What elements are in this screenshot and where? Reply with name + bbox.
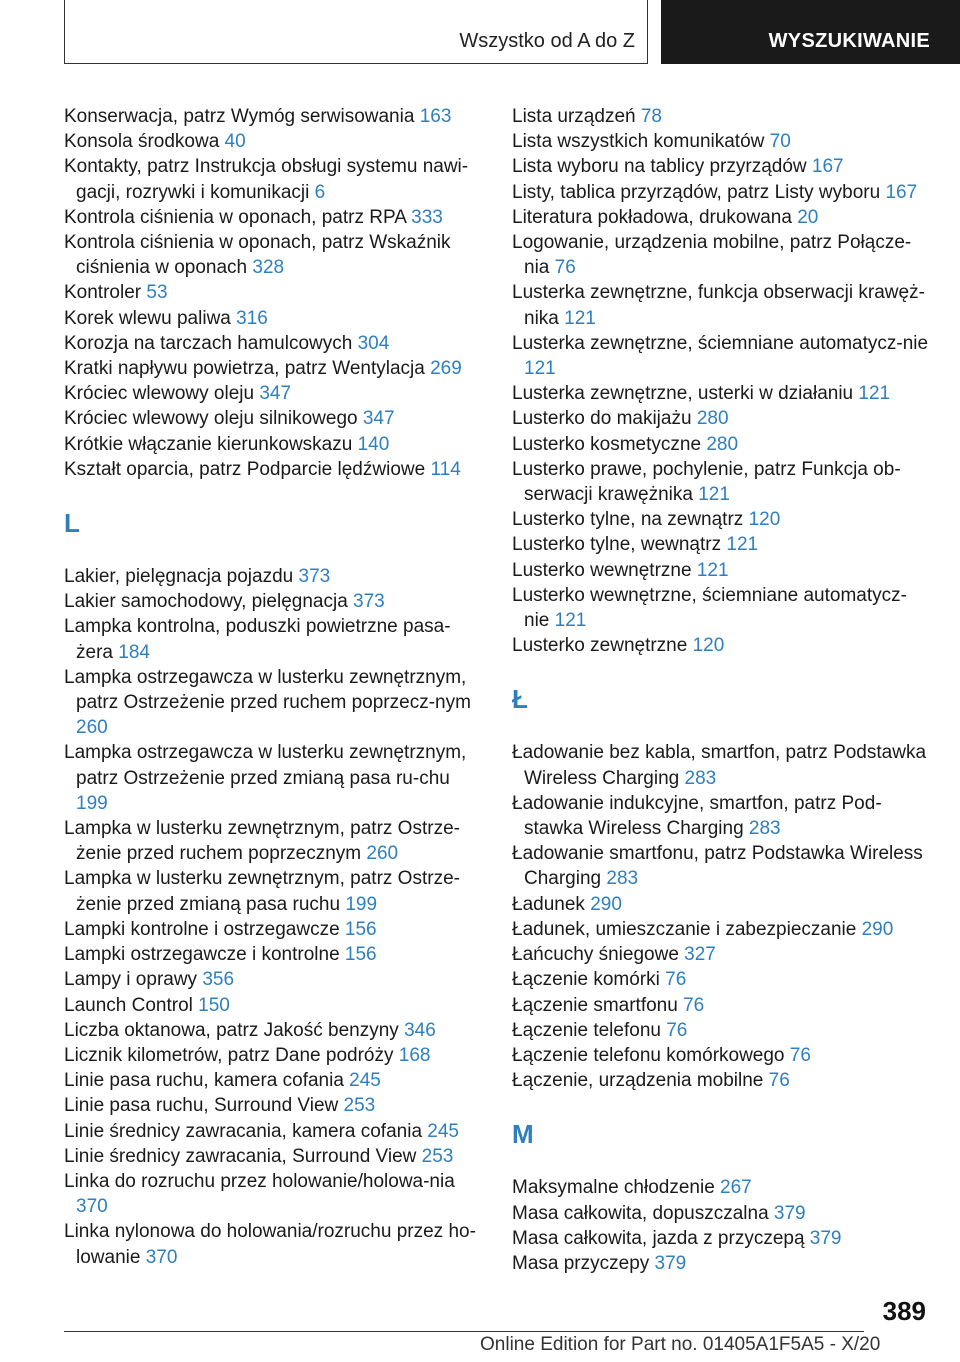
index-entry-text: Kontakty, patrz Instrukcja obsługi systemu nawi-gacji, rozrywki i komunikacji: [64, 156, 469, 203]
index-entry-text: Łączenie komórki: [512, 969, 666, 991]
index-entry-text: Liczba oktanowa, patrz Jakość benzyny: [64, 1019, 405, 1041]
index-entry: [512, 457, 932, 507]
page-link[interactable]: 76: [554, 257, 576, 279]
page-link[interactable]: 283: [748, 818, 781, 840]
page-link[interactable]: 347: [362, 408, 395, 430]
index-entry: [64, 1169, 479, 1219]
page-link[interactable]: 373: [298, 566, 331, 588]
page-link[interactable]: 168: [398, 1044, 431, 1066]
index-entry-text: Logowanie, urządzenia mobilne, patrz Połącze-nia: [512, 232, 912, 279]
index-entry-text: Lusterko tylne, wewnątrz: [512, 534, 727, 556]
index-column-right: [512, 104, 932, 1276]
index-entry-text: Kontrola ciśnienia w oponach, patrz Wskaźnik ciśnienia w oponach: [64, 232, 451, 279]
page-link[interactable]: 260: [76, 717, 108, 739]
index-entry-text: Launch Control: [64, 994, 199, 1016]
page-link[interactable]: 120: [748, 509, 781, 531]
page-link[interactable]: 245: [427, 1120, 459, 1142]
index-entry-text: Lampka ostrzegawcza w lusterku zewnętrznym, patrz Ostrzeżenie przed ruchem poprzecz-nym: [64, 666, 471, 714]
index-entry: [512, 104, 932, 129]
index-entry-text: Lampka w lusterku zewnętrznym, patrz Ostrze-żenie przed zmianą pasa ruchu: [64, 868, 460, 915]
index-entry-text: Ładunek: [512, 893, 591, 915]
index-entry-text: Lampki ostrzegawcze i kontrolne: [64, 944, 345, 966]
index-entry-text: Łączenie telefonu: [512, 1019, 667, 1041]
page-link[interactable]: 346: [404, 1019, 436, 1041]
index-entry: [512, 1201, 932, 1226]
index-entry: [512, 583, 932, 633]
index-entry-text: Listy, tablica przyrządów, patrz Listy wyboru: [512, 181, 886, 203]
index-entry: [64, 280, 479, 305]
page-link[interactable]: 121: [524, 358, 556, 380]
page-link[interactable]: 260: [366, 843, 399, 865]
index-entry: [512, 180, 932, 205]
page-link[interactable]: 120: [692, 635, 725, 657]
page-link[interactable]: 347: [259, 383, 292, 405]
index-entry-text: Ładowanie indukcyjne, smartfon, patrz Pod-stawka Wireless Charging: [512, 792, 882, 840]
index-entry: [64, 306, 479, 331]
index-entry-text: Lampki kontrolne i ostrzegawcze: [64, 918, 345, 940]
index-entry-text: Lista urządzeń: [512, 106, 641, 127]
index-entry: [512, 791, 932, 841]
search-tab-label: WYSZUKIWANIE: [768, 30, 930, 52]
page-link[interactable]: 290: [590, 893, 622, 915]
page-link[interactable]: 121: [726, 534, 759, 556]
index-entry: [512, 1018, 932, 1043]
page-link[interactable]: 156: [344, 944, 377, 966]
index-entry: [64, 589, 479, 614]
page-link[interactable]: 283: [606, 868, 639, 890]
index-entry-text: Lampka kontrolna, poduszki powietrzne pasa-żera: [64, 616, 451, 663]
index-entry: [512, 1251, 932, 1276]
index-entry: [64, 564, 479, 589]
index-entry: [512, 967, 932, 992]
page-link[interactable]: 253: [343, 1095, 376, 1117]
index-entry: [512, 892, 932, 917]
page-link[interactable]: 379: [809, 1227, 842, 1249]
page-link[interactable]: 316: [236, 307, 268, 329]
index-entry: [64, 993, 479, 1018]
page-link[interactable]: 280: [706, 433, 739, 455]
index-entry-text: Lista wszystkich komunikatów: [512, 131, 770, 153]
index-entry: [512, 917, 932, 942]
index-entry: [512, 381, 932, 406]
index-entry-text: Lampy i oprawy: [64, 969, 203, 991]
index-entry: [64, 1119, 479, 1144]
index-entry-text: Linka nylonowa do holowania/rozruchu przez ho-lowanie: [64, 1221, 476, 1268]
page-link[interactable]: 283: [684, 767, 717, 789]
page-link[interactable]: 199: [345, 893, 378, 915]
index-entry: [512, 129, 932, 154]
index-entry-text: Lakier samochodowy, pielęgnacja: [64, 591, 354, 613]
index-entry: [64, 1144, 479, 1169]
index-letter-heading: Ł: [512, 684, 528, 715]
index-entry: [64, 1068, 479, 1093]
index-entry-text: Linka do rozruchu przez holowanie/holowa-nia: [64, 1170, 455, 1192]
index-entry-text: Lusterko prawe, pochylenie, patrz Funkcja ob-serwacji krawężnika: [512, 458, 901, 506]
index-entry: [512, 633, 932, 658]
index-entry: [64, 154, 479, 204]
page-link[interactable]: 6: [314, 181, 326, 203]
page-link[interactable]: 333: [411, 206, 443, 228]
index-entry-text: Łączenie, urządzenia mobilne: [512, 1070, 769, 1092]
index-entry-text: Kontrola ciśnienia w oponach, patrz RPA: [64, 206, 412, 228]
index-entry-text: Maksymalne chłodzenie: [512, 1177, 721, 1199]
index-entry: [64, 406, 479, 431]
page-link[interactable]: 121: [554, 610, 587, 632]
index-entry-text: Konsola środkowa: [64, 131, 225, 153]
index-entry: [512, 406, 932, 431]
index-entry-text: Linie średnicy zawracania, kamera cofania: [64, 1120, 428, 1142]
index-entry: [512, 532, 932, 557]
index-entry-text: Linie pasa ruchu, kamera cofania: [64, 1070, 350, 1092]
page-link[interactable]: 290: [861, 918, 894, 940]
index-entry: [512, 841, 932, 891]
index-entry-text: Kratki napływu powietrza, patrz Wentylacja: [64, 358, 431, 380]
index-entry-text: Ładowanie bez kabla, smartfon, patrz Podstawka Wireless Charging: [512, 742, 927, 789]
index-entry: [512, 558, 932, 583]
index-entry: [512, 1068, 932, 1093]
index-entry: [64, 104, 479, 129]
page-link[interactable]: 20: [797, 206, 819, 228]
page-link[interactable]: 373: [353, 591, 385, 613]
index-entry-text: Korozja na tarczach hamulcowych: [64, 332, 358, 354]
page-link[interactable]: 76: [665, 969, 687, 991]
index-entry: [512, 993, 932, 1018]
footer-divider: [64, 1331, 864, 1332]
index-entry: [64, 331, 479, 356]
index-entry: [64, 942, 479, 967]
index-entry-text: Masa przyczepy: [512, 1252, 655, 1274]
page-link[interactable]: 121: [696, 559, 729, 581]
index-entry: [64, 1043, 479, 1068]
index-entry: [64, 917, 479, 942]
page-link[interactable]: 76: [666, 1019, 688, 1041]
index-entry: [64, 1219, 479, 1269]
index-entry: [64, 1093, 479, 1118]
index-entry: [64, 129, 479, 154]
index-entry: [64, 205, 479, 230]
index-entry-text: Lakier, pielęgnacja pojazdu: [64, 566, 299, 588]
index-entry-text: Króciec wlewowy oleju: [64, 383, 260, 405]
index-entry: [64, 614, 479, 664]
index-entry-text: Lusterko wewnętrzne, ściemniane automatycz-nie: [512, 584, 907, 632]
index-column-left: [64, 104, 479, 1270]
index-entry-text: Linie średnicy zawracania, Surround View: [64, 1145, 422, 1167]
page-link[interactable]: 280: [696, 408, 729, 430]
page-link[interactable]: 76: [789, 1044, 811, 1066]
index-entry: [512, 331, 932, 381]
index-entry: [512, 432, 932, 457]
index-entry: [64, 816, 479, 866]
index-entry-text: Króciec wlewowy oleju silnikowego: [64, 408, 363, 430]
index-entry: [64, 230, 479, 280]
index-entry-text: Linie pasa ruchu, Surround View: [64, 1095, 344, 1117]
index-entry-text: Lusterko tylne, na zewnątrz: [512, 509, 749, 531]
index-entry: [64, 432, 479, 457]
page-link[interactable]: 76: [683, 994, 705, 1016]
page-link[interactable]: 78: [640, 106, 662, 127]
index-entry: [64, 866, 479, 916]
page-link[interactable]: 379: [773, 1202, 806, 1224]
index-letter-heading: L: [64, 508, 80, 539]
index-entry-text: Lusterko wewnętrzne: [512, 559, 697, 581]
index-entry-text: Licznik kilometrów, patrz Dane podróży: [64, 1044, 399, 1066]
page-link[interactable]: 167: [811, 156, 844, 178]
index-entry: [512, 154, 932, 179]
index-entry-text: Kształt oparcia, patrz Podparcie lędźwiowe: [64, 458, 431, 480]
index-entry-text: Krótkie włączanie kierunkowskazu: [64, 433, 358, 455]
index-entry-text: Lusterko do makijażu: [512, 408, 697, 430]
index-entry-text: Lusterka zewnętrzne, ściemniane automatycz-nie: [512, 332, 929, 354]
page-link[interactable]: 114: [430, 458, 461, 480]
index-entry-text: Konserwacja, patrz Wymóg serwisowania: [64, 106, 420, 127]
page-number: 389: [882, 1296, 926, 1326]
index-entry: [64, 457, 479, 482]
index-entry: [512, 507, 932, 532]
page-link[interactable]: 140: [357, 433, 390, 455]
page-link[interactable]: 121: [858, 383, 891, 405]
index-entry-text: Łączenie smartfonu: [512, 994, 684, 1016]
index-entry: [512, 205, 932, 230]
index-entry-text: Lampka ostrzegawcza w lusterku zewnętrznym, patrz Ostrzeżenie przed zmianą pasa ru-chu: [64, 742, 467, 789]
page-link[interactable]: 163: [419, 106, 452, 127]
index-entry-text: Łańcuchy śniegowe: [512, 944, 685, 966]
footer-edition-text: Online Edition for Part no. 01405A1F5A5 - X/20: [480, 1334, 881, 1355]
index-entry-text: Lusterko zewnętrzne: [512, 635, 693, 657]
page-link[interactable]: 167: [885, 181, 918, 203]
index-entry-text: Lusterka zewnętrzne, usterki w działaniu: [512, 383, 859, 405]
page-link[interactable]: 379: [654, 1252, 687, 1274]
index-entry: [64, 740, 479, 816]
index-entry-text: Lista wyboru na tablicy przyrządów: [512, 156, 812, 178]
page-link[interactable]: 70: [769, 131, 791, 153]
index-entry: [512, 1226, 932, 1251]
page-link[interactable]: 356: [202, 969, 235, 991]
page-link[interactable]: 245: [349, 1070, 381, 1092]
index-entry-text: Masa całkowita, dopuszczalna: [512, 1202, 774, 1224]
index-entry: [64, 967, 479, 992]
index-entry: [64, 381, 479, 406]
index-entry-text: Lusterka zewnętrzne, funkcja obserwacji krawęż-nika: [512, 282, 925, 329]
page-link[interactable]: 76: [768, 1070, 790, 1092]
index-entry-text: Ładowanie smartfonu, patrz Podstawka Wireless Charging: [512, 843, 923, 890]
page-link[interactable]: 304: [357, 332, 390, 354]
index-entry: [64, 356, 479, 381]
index-entry: [64, 1018, 479, 1043]
page-link[interactable]: 40: [224, 131, 246, 153]
index-entry-text: Korek wlewu paliwa: [64, 307, 237, 329]
index-entry: [512, 1043, 932, 1068]
index-letter-heading: M: [512, 1119, 534, 1150]
page-link[interactable]: 150: [198, 994, 230, 1016]
page-link[interactable]: 269: [430, 358, 462, 380]
page-link[interactable]: 327: [684, 944, 716, 966]
index-entry: [512, 1175, 932, 1200]
index-entry-text: Masa całkowita, jazda z przyczepą: [512, 1227, 810, 1249]
page-link[interactable]: 370: [76, 1196, 108, 1218]
index-entry-text: Literatura pokładowa, drukowana: [512, 206, 798, 228]
page-link[interactable]: 199: [76, 792, 108, 814]
page-link[interactable]: 53: [146, 282, 168, 304]
index-entry-text: Lusterko kosmetyczne: [512, 433, 707, 455]
page-link[interactable]: 121: [564, 307, 596, 329]
index-entry-text: Kontroler: [64, 282, 147, 304]
page-link[interactable]: 121: [698, 484, 730, 506]
page-link[interactable]: 253: [421, 1145, 454, 1167]
index-entry: [64, 665, 479, 741]
index-entry-text: Łączenie telefonu komórkowego: [512, 1044, 790, 1066]
search-tab[interactable]: [661, 0, 960, 64]
index-entry: [512, 942, 932, 967]
page-link[interactable]: 370: [145, 1246, 178, 1268]
index-entry-text: Lampka w lusterku zewnętrznym, patrz Ostrze-żenie przed ruchem poprzecznym: [64, 818, 460, 865]
index-entry: [512, 230, 932, 280]
section-title: Wszystko od A do Z: [459, 30, 635, 52]
page-link[interactable]: 184: [118, 641, 150, 663]
header-section-box: [64, 0, 648, 64]
index-entry: [512, 280, 932, 330]
page-link[interactable]: 267: [720, 1177, 752, 1199]
page-link[interactable]: 156: [344, 918, 377, 940]
index-entry-text: Ładunek, umieszczanie i zabezpieczanie: [512, 918, 862, 940]
page-link[interactable]: 328: [252, 257, 285, 279]
index-entry: [512, 740, 932, 790]
